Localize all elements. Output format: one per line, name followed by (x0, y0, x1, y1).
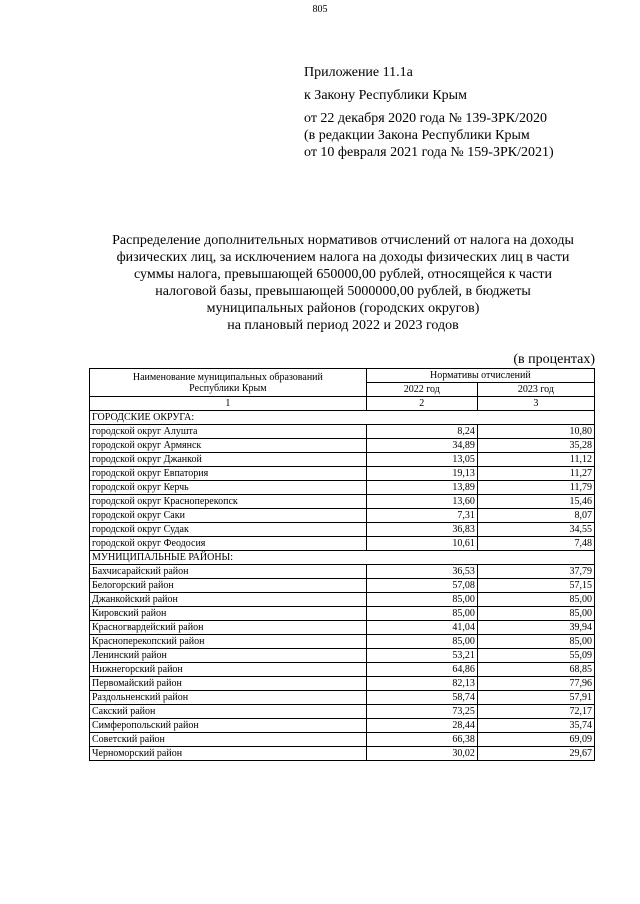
value-2022: 28,44 (366, 719, 477, 733)
municipality-name: Красногвардейский район (90, 621, 367, 635)
table-row (90, 467, 595, 481)
municipality-name: Кировский район (90, 607, 367, 621)
table-row (90, 635, 595, 649)
norms-table (89, 368, 595, 761)
value-2022: 73,25 (366, 705, 477, 719)
table-row (90, 523, 595, 537)
value-2023: 85,00 (477, 593, 594, 607)
municipality-name: Нижнегорский район (90, 663, 367, 677)
table-row (90, 705, 595, 719)
document-heading (60, 232, 626, 334)
value-2022: 64,86 (366, 663, 477, 677)
value-2022: 58,74 (366, 691, 477, 705)
value-2023: 77,96 (477, 677, 594, 691)
appendix-law-ref: к Закону Республики Крым (304, 88, 467, 103)
value-2022: 85,00 (366, 635, 477, 649)
municipality-name: Симферопольский район (90, 719, 367, 733)
municipality-name: Черноморский район (90, 747, 367, 761)
header-2023: 2023 год (477, 383, 594, 397)
value-2023: 8,07 (477, 509, 594, 523)
value-2023: 39,94 (477, 621, 594, 635)
table-row (90, 691, 595, 705)
value-2023: 57,91 (477, 691, 594, 705)
value-2023: 37,79 (477, 565, 594, 579)
value-2023: 85,00 (477, 635, 594, 649)
column-number: 3 (477, 397, 594, 411)
value-2022: 34,89 (366, 439, 477, 453)
municipality-name: городской округ Судак (90, 523, 367, 537)
municipality-name: городской округ Красноперекопск (90, 495, 367, 509)
value-2022: 19,13 (366, 467, 477, 481)
value-2022: 57,08 (366, 579, 477, 593)
value-2023: 7,48 (477, 537, 594, 551)
table-row (90, 537, 595, 551)
value-2022: 13,89 (366, 481, 477, 495)
value-2023: 10,80 (477, 425, 594, 439)
table-row (90, 663, 595, 677)
municipality-name: городской округ Керчь (90, 481, 367, 495)
table-row (90, 649, 595, 663)
municipality-name: городской округ Алушта (90, 425, 367, 439)
table-row (90, 453, 595, 467)
appendix-law-date: от 22 декабря 2020 года № 139-ЗРК/2020 (304, 111, 548, 126)
table-row (90, 509, 595, 523)
value-2022: 13,05 (366, 453, 477, 467)
value-2022: 36,53 (366, 565, 477, 579)
value-2023: 85,00 (477, 607, 594, 621)
heading-line: муниципальных районов (городских округов) (206, 301, 480, 316)
municipality-name: Первомайский район (90, 677, 367, 691)
table-row (90, 565, 595, 579)
heading-line: суммы налога, превышающей 650000,00 рублей, относящейся к части (134, 267, 552, 282)
appendix-revision: (в редакции Закона Республики Крым (304, 128, 530, 143)
municipality-name: Сакский район (90, 705, 367, 719)
column-number: 1 (90, 397, 367, 411)
value-2022: 7,31 (366, 509, 477, 523)
municipality-name: Бахчисарайский район (90, 565, 367, 579)
table-row (90, 439, 595, 453)
heading-line: на плановый период 2022 и 2023 годов (227, 318, 459, 333)
header-municipality: Наименование муниципальных образований Республики Крым (90, 369, 367, 397)
municipality-name: Белогорский район (90, 579, 367, 593)
municipality-name: Ленинский район (90, 649, 367, 663)
municipality-name: городской округ Саки (90, 509, 367, 523)
column-number: 2 (366, 397, 477, 411)
table-row (90, 677, 595, 691)
municipality-name: Советский район (90, 733, 367, 747)
value-2022: 30,02 (366, 747, 477, 761)
municipality-name: городской округ Евпатория (90, 467, 367, 481)
unit-note: (в процентах) (513, 352, 595, 367)
municipality-name: Джанкойский район (90, 593, 367, 607)
page-number: 805 (312, 4, 328, 15)
value-2023: 35,74 (477, 719, 594, 733)
section-urban-districts: ГОРОДСКИЕ ОКРУГА: (90, 411, 595, 425)
value-2022: 13,60 (366, 495, 477, 509)
value-2023: 35,28 (477, 439, 594, 453)
table-row (90, 621, 595, 635)
value-2023: 11,12 (477, 453, 594, 467)
appendix-title: Приложение 11.1а (304, 65, 413, 80)
value-2023: 69,09 (477, 733, 594, 747)
appendix-revision-date: от 10 февраля 2021 года № 159-ЗРК/2021) (304, 145, 554, 160)
value-2023: 57,15 (477, 579, 594, 593)
value-2023: 34,55 (477, 523, 594, 537)
municipality-name: Красноперекопский район (90, 635, 367, 649)
value-2022: 53,21 (366, 649, 477, 663)
heading-line: физических лиц, за исключением налога на доходы физических лиц в части (116, 250, 570, 265)
value-2023: 72,17 (477, 705, 594, 719)
municipality-name: городской округ Армянск (90, 439, 367, 453)
table-row (90, 607, 595, 621)
value-2022: 10,61 (366, 537, 477, 551)
header-2022: 2022 год (366, 383, 477, 397)
value-2022: 85,00 (366, 607, 477, 621)
value-2022: 8,24 (366, 425, 477, 439)
municipality-name: городской округ Феодосия (90, 537, 367, 551)
table-row (90, 593, 595, 607)
value-2022: 82,13 (366, 677, 477, 691)
value-2023: 11,79 (477, 481, 594, 495)
table-row (90, 733, 595, 747)
value-2022: 66,38 (366, 733, 477, 747)
heading-line: Распределение дополнительных нормативов отчислений от налога на доходы (112, 233, 574, 248)
municipality-name: городской округ Джанкой (90, 453, 367, 467)
value-2023: 68,85 (477, 663, 594, 677)
value-2022: 41,04 (366, 621, 477, 635)
heading-line: налоговой базы, превышающей 5000000,00 рублей, в бюджеты (155, 284, 531, 299)
value-2023: 55,09 (477, 649, 594, 663)
value-2022: 85,00 (366, 593, 477, 607)
value-2023: 29,67 (477, 747, 594, 761)
appendix-block (304, 64, 554, 161)
table-row (90, 481, 595, 495)
table-row (90, 579, 595, 593)
table-row (90, 719, 595, 733)
section-municipal-districts: МУНИЦИПАЛЬНЫЕ РАЙОНЫ: (90, 551, 595, 565)
value-2023: 15,46 (477, 495, 594, 509)
value-2022: 36,83 (366, 523, 477, 537)
table-row (90, 747, 595, 761)
table-row (90, 495, 595, 509)
value-2023: 11,27 (477, 467, 594, 481)
header-norms: Нормативы отчислений (366, 369, 594, 383)
municipality-name: Раздольненский район (90, 691, 367, 705)
table-row (90, 425, 595, 439)
